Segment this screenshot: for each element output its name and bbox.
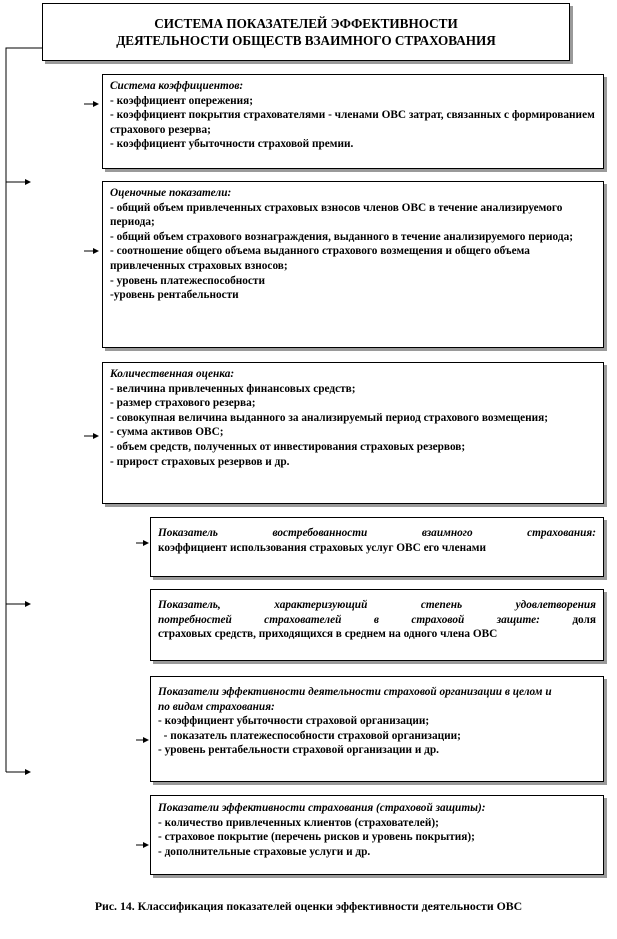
- trunk-line: [6, 48, 42, 772]
- box-heading: Показатели эффективности деятельности страховой организации в целом и по видам страхования:: [158, 686, 552, 713]
- box-heading: Оценочные показатели:: [110, 187, 232, 199]
- box-heading: Показатели эффективности страхования (страховой защиты):: [158, 802, 486, 814]
- box-line: - общий объем привлеченных страховых взносов членов ОВС в течение анализируемого периода;: [110, 201, 563, 229]
- box-line: - коэффициент убыточности страховой премии.: [110, 138, 354, 151]
- box-satisfaction-indicator: [150, 589, 604, 661]
- box-heading: Показатель, характеризующий степень удовлетворения: [158, 599, 596, 611]
- box-line: - показатель платежеспособности страховой организации;: [158, 729, 461, 742]
- box-heading: Количественная оценка:: [110, 368, 235, 380]
- box-line: - общий объем страхового вознаграждения, выданного в течение анализируемого периода;: [110, 230, 573, 243]
- box-demand-indicator: [150, 517, 604, 577]
- box-line: - уровень рентабельности страховой организации и др.: [158, 744, 439, 757]
- box-heading: Система коэффициентов:: [110, 80, 244, 92]
- title-box: [42, 3, 570, 61]
- box-line: - совокупная величина выданного за анализируемый период страхового возмещения;: [110, 411, 549, 424]
- box-line: - количество привлеченных клиентов (страхователей);: [158, 816, 439, 829]
- box-line: - дополнительные страховые услуги и др.: [158, 845, 371, 858]
- box-line: - соотношение общего объема выданного страхового возмещения и общего объема привлеченных страховых взносов;: [110, 245, 530, 272]
- box-insurance-efficiency: [150, 795, 604, 875]
- box-line: -уровень рентабельности: [110, 289, 239, 302]
- box-line: - прирост страховых резервов и др.: [110, 455, 290, 468]
- box-organization-efficiency: [150, 676, 604, 782]
- box-line: - размер страхового резерва;: [110, 397, 256, 410]
- box-line: - коэффициент убыточности страховой организации;: [158, 715, 430, 728]
- box-heading: Показатель востребованности взаимного страхования:: [158, 527, 596, 539]
- box-line: - объем средств, полученных от инвестирования страховых резервов;: [110, 440, 466, 453]
- figure-caption: Рис. 14. Классификация показателей оценки эффективности деятельности ОВС: [94, 899, 523, 913]
- title-line-2: ДЕЯТЕЛЬНОСТИ ОБЩЕСТВ ВЗАИМНОГО СТРАХОВАНИЯ: [116, 33, 496, 48]
- box-line: - коэффициент покрытия страхователями - членами ОВС затрат, связанных с формированием страхового резерва;: [110, 109, 595, 136]
- box-quantitative-assessment: [102, 362, 604, 504]
- box-line: - величина привлеченных финансовых средств;: [110, 382, 356, 395]
- title-line-1: СИСТЕМА ПОКАЗАТЕЛЕЙ ЭФФЕКТИВНОСТИ: [154, 16, 458, 31]
- box-line: страховых средств, приходящихся в среднем на одного члена ОВС: [158, 628, 498, 641]
- box-line: - уровень платежеспособности: [110, 274, 265, 287]
- box-line: - коэффициент опережения;: [110, 94, 254, 107]
- box-coefficients: [102, 74, 604, 169]
- box-evaluation-indicators: [102, 181, 604, 348]
- box-heading-cont: потребностей страхователей в страховой защите:: [158, 613, 540, 626]
- box-heading-tail: доля: [539, 613, 596, 626]
- box-line: коэффициент использования страховых услуг ОВС его членами: [158, 541, 486, 554]
- box-line: - страховое покрытие (перечень рисков и уровень покрытия);: [158, 831, 475, 844]
- box-line: - сумма активов ОВС;: [110, 426, 224, 439]
